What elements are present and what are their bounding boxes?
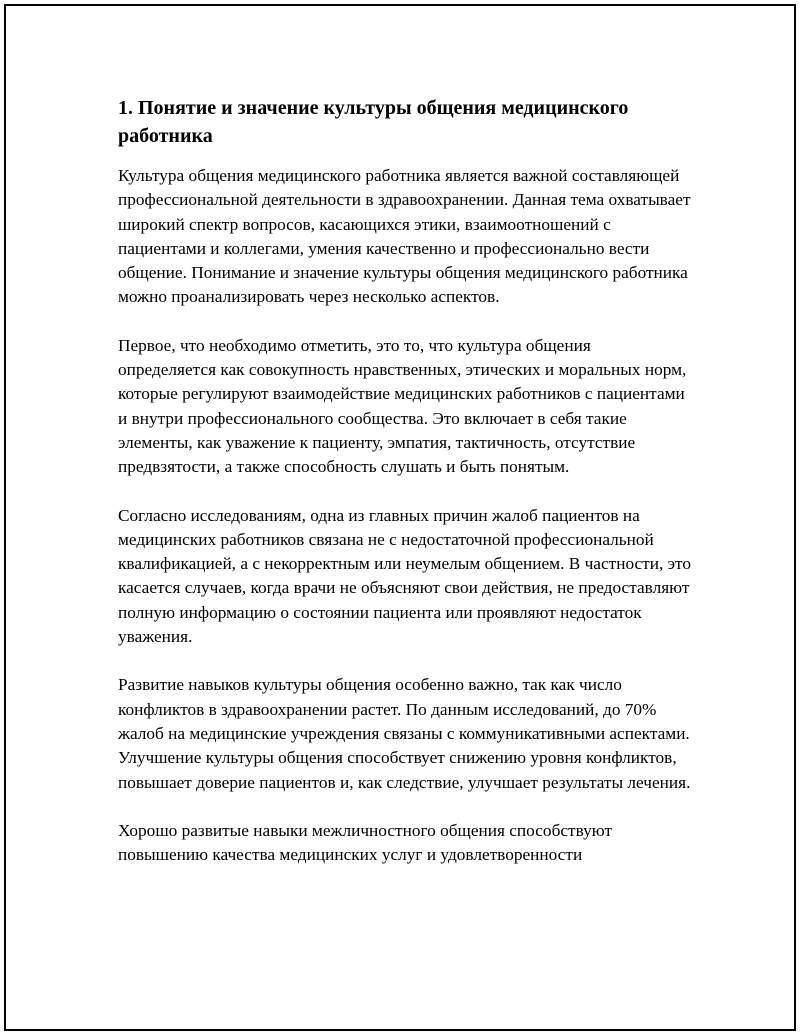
document-body: [118, 94, 693, 891]
section-heading: 1. Понятие и значение культуры общения медицинского работника: [118, 97, 629, 147]
paragraph-5: Хорошо развитые навыки межличностного общения способствуют повышению качества медицинских услуг и удовлетворенности: [118, 820, 613, 865]
paragraph-3: Согласно исследованиям, одна из главных причин жалоб пациентов на медицинских работников связана не с недостаточной профессиональной квалификацией, а с некорректным или неумелым общением. В частности, это касается случаев, когда врачи не объясняют свои действия, не предоставляют полную информацию о состоянии пациента или проявляют недостаток уважения.: [118, 505, 692, 647]
paragraph-4: Развитие навыков культуры общения особенно важно, так как число конфликтов в здравоохранении растет. По данным исследований, до 70% жалоб на медицинские учреждения связаны с коммуникативными аспектами. Улучшение культуры общения способствует снижению уровня конфликтов, повышает доверие пациентов и, как следствие, улучшает результаты лечения.: [118, 675, 691, 792]
paragraph-1: Культура общения медицинского работника является важной составляющей профессиональной деятельности в здравоохранении. Данная тема охватывает широкий спектр вопросов, касающихся этики, взаимоотношений с пациентами и коллегами, умения качественно и профессионально вести общение. Понимание и значение культуры общения медицинского работника можно проанализировать через несколько аспектов.: [118, 166, 691, 307]
paragraph-2: Первое, что необходимо отметить, это то, что культура общения определяется как совокупность нравственных, этических и моральных норм, которые регулируют взаимодействие медицинских работников с пациентами и внутри профессионального сообщества. Это включает в себя такие элементы, как уважение к пациенту, эмпатия, тактичность, отсутствие предвзятости, а также способность слушать и быть понятым.: [118, 335, 687, 477]
